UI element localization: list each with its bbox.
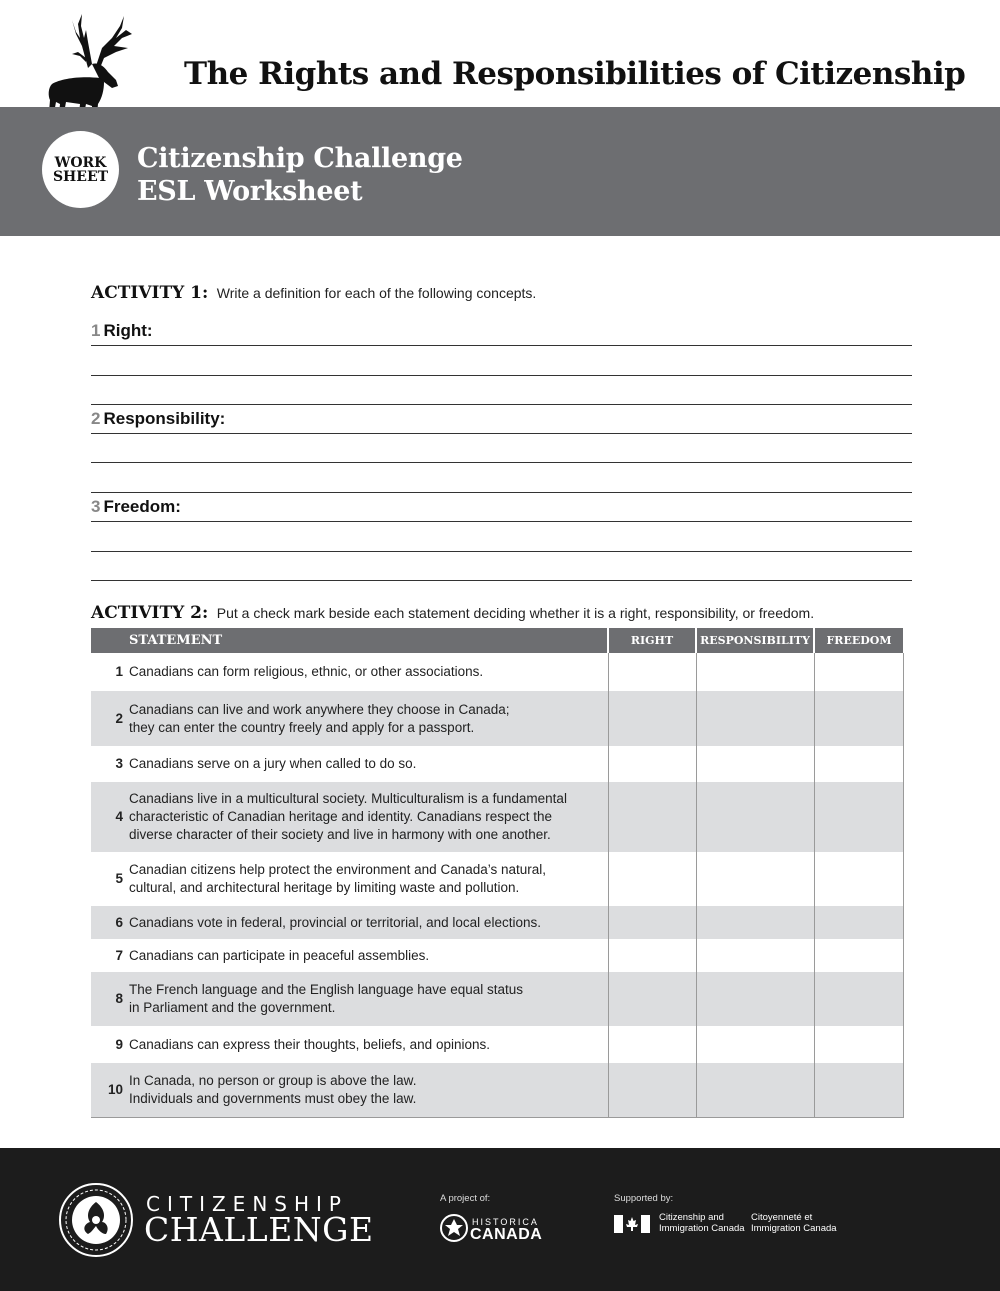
badge-line: SHEET [52,168,109,185]
brand-citizenship: CITIZENSHIP [146,1192,348,1216]
answer-line[interactable] [91,345,912,346]
concept-label: Responsibility: [103,409,226,428]
statement-number: 10 [91,1063,129,1117]
concept-number: 1 [91,321,101,340]
gov-name-french [751,1212,837,1234]
historica-mark-icon [439,1213,469,1243]
activity-1-heading [91,283,536,303]
historica-wordmark: HISTORICA [472,1217,539,1227]
statement-number: 3 [115,756,123,771]
statement-line: Canadians vote in federal, provincial or territorial, and local elections. [129,914,541,930]
table-row [91,782,903,852]
checkbox-cell-responsibility[interactable] [696,1063,814,1117]
statement-line: The French language and the English language have equal status [129,982,524,997]
page-title: The Rights and Responsibilities of Citizenship [184,56,966,92]
activity-2-heading [91,603,814,623]
table-row [91,972,903,1026]
checkbox-cell-right[interactable] [608,852,696,906]
brand-challenge: CHALLENGE [144,1210,374,1249]
statement-line: In Canada, no person or group is above the law. [129,1072,417,1088]
checkbox-cell-right[interactable] [608,972,696,1026]
statement-line: in Parliament and the government. [129,1000,336,1015]
statement-line: Canadians can express their thoughts, beliefs, and opinions. [129,1036,490,1052]
answer-line[interactable] [91,433,912,434]
gov-line: Citizenship and [659,1212,724,1223]
answer-line[interactable] [91,462,912,463]
checkbox-cell-responsibility[interactable] [696,972,814,1026]
answer-line[interactable] [91,404,912,405]
gov-name-english [659,1212,745,1234]
table-row [91,746,903,782]
table-row [91,939,903,972]
statement-line: Canadians can participate in peaceful assemblies. [129,947,430,963]
answer-line[interactable] [91,492,912,493]
statement-number: 7 [115,947,123,963]
statement-text [129,782,608,852]
project-of-label: A project of: [440,1193,491,1204]
checkbox-cell-responsibility[interactable] [696,906,814,939]
statement-line: they can enter the country freely and apply for a passport. [129,719,475,735]
statement-line: Canadians serve on a jury when called to do so. [129,756,417,771]
checkbox-cell-freedom[interactable] [814,653,903,691]
checkbox-cell-right[interactable] [608,691,696,746]
statement-text [129,1026,608,1063]
checkbox-cell-right[interactable] [608,746,696,782]
statement-line: characteristic of Canadian heritage and identity. Canadians respect the [129,809,553,824]
activity-2-instruction: Put a check mark beside each statement deciding whether it is a right, responsibility, or freedom. [216,605,815,621]
checkbox-cell-right[interactable] [608,653,696,691]
statement-text [129,972,608,1026]
answer-line[interactable] [91,521,912,522]
statement-number: 1 [115,664,123,679]
worksheet-subtitle [137,142,463,208]
statement-line: cultural, and architectural heritage by limiting waste and pollution. [129,880,520,895]
checkbox-cell-responsibility[interactable] [696,852,814,906]
answer-line[interactable] [91,551,912,552]
column-header-statement: STATEMENT [91,628,608,653]
statement-text [129,691,608,746]
table-row [91,852,903,906]
statement-text [129,852,608,906]
statement-line: Canadian citizens help protect the environment and Canada’s natural, [129,862,547,877]
gov-line: Immigration Canada [751,1223,837,1234]
badge-line: WORK [54,154,107,171]
table-row [91,653,903,691]
checkbox-cell-right[interactable] [608,1026,696,1063]
checkbox-cell-right[interactable] [608,939,696,972]
checkbox-cell-freedom[interactable] [814,972,903,1026]
checkbox-cell-freedom[interactable] [814,906,903,939]
checkbox-cell-responsibility[interactable] [696,939,814,972]
concept-responsibility [91,409,225,429]
concept-number: 2 [91,409,101,428]
table-row [91,691,903,746]
statement-line: Canadians can form religious, ethnic, or other associations. [129,664,484,679]
statement-line: Individuals and governments must obey the law. [129,1090,417,1106]
checkbox-cell-responsibility[interactable] [696,691,814,746]
statement-number: 5 [115,871,123,886]
checkbox-cell-freedom[interactable] [814,782,903,852]
concept-freedom [91,497,181,517]
answer-line[interactable] [91,580,912,581]
table-row [91,906,903,939]
column-header-responsibility: RESPONSIBILITY [696,628,814,653]
subtitle-line: ESL Worksheet [137,176,363,207]
concept-label: Right: [103,321,153,340]
activity-2-label: ACTIVITY 2: [91,603,209,623]
statement-number: 9 [115,1036,123,1052]
statement-number: 4 [91,782,129,852]
checkbox-cell-freedom[interactable] [814,1063,903,1117]
checkbox-cell-responsibility[interactable] [696,746,814,782]
statement-text [129,939,608,972]
statement-text [129,653,608,691]
checkbox-cell-freedom[interactable] [814,691,903,746]
table-header-row [91,628,903,653]
checkbox-cell-freedom[interactable] [814,852,903,906]
historica-canada-wordmark: CANADA [470,1226,543,1243]
gov-line: Immigration Canada [659,1223,745,1234]
statement-text [129,746,608,782]
worksheet-badge [42,131,119,208]
checkbox-cell-freedom[interactable] [814,1026,903,1063]
activity-1-label: ACTIVITY 1: [91,283,209,303]
checkbox-cell-responsibility[interactable] [696,1026,814,1063]
statement-line: Canadians live in a multicultural society. Multiculturalism is a fundamental [129,791,567,806]
answer-line[interactable] [91,375,912,376]
statement-number: 2 [91,691,129,746]
checkbox-cell-right[interactable] [608,906,696,939]
concept-number: 3 [91,497,101,516]
statement-text [129,906,608,939]
checkbox-cell-responsibility[interactable] [696,653,814,691]
column-header-freedom: FREEDOM [814,628,903,653]
concept-label: Freedom: [103,497,181,516]
activity-1-instruction: Write a definition for each of the following concepts. [216,285,537,301]
checkbox-cell-freedom[interactable] [814,939,903,972]
subtitle-line: Citizenship Challenge [137,143,463,174]
supported-by-label: Supported by: [614,1193,674,1204]
checkbox-cell-right[interactable] [608,1063,696,1117]
statement-line: Canadians can live and work anywhere they choose in Canada; [129,701,510,717]
statement-line: diverse character of their society and live in harmony with one another. [129,827,551,842]
canada-flag-icon [614,1215,650,1233]
concept-right [91,321,153,341]
statement-table [91,628,904,1118]
table-row [91,1026,903,1063]
checkbox-cell-right[interactable] [608,782,696,852]
citizenship-seal-icon [58,1182,134,1258]
column-header-right: RIGHT [608,628,696,653]
statement-text [129,1063,608,1117]
table-row [91,1063,903,1117]
checkbox-cell-freedom[interactable] [814,746,903,782]
checkbox-cell-responsibility[interactable] [696,782,814,852]
statement-number: 8 [91,972,129,1026]
statement-number: 6 [91,906,129,939]
gov-line: Citoyenneté et [751,1212,813,1223]
